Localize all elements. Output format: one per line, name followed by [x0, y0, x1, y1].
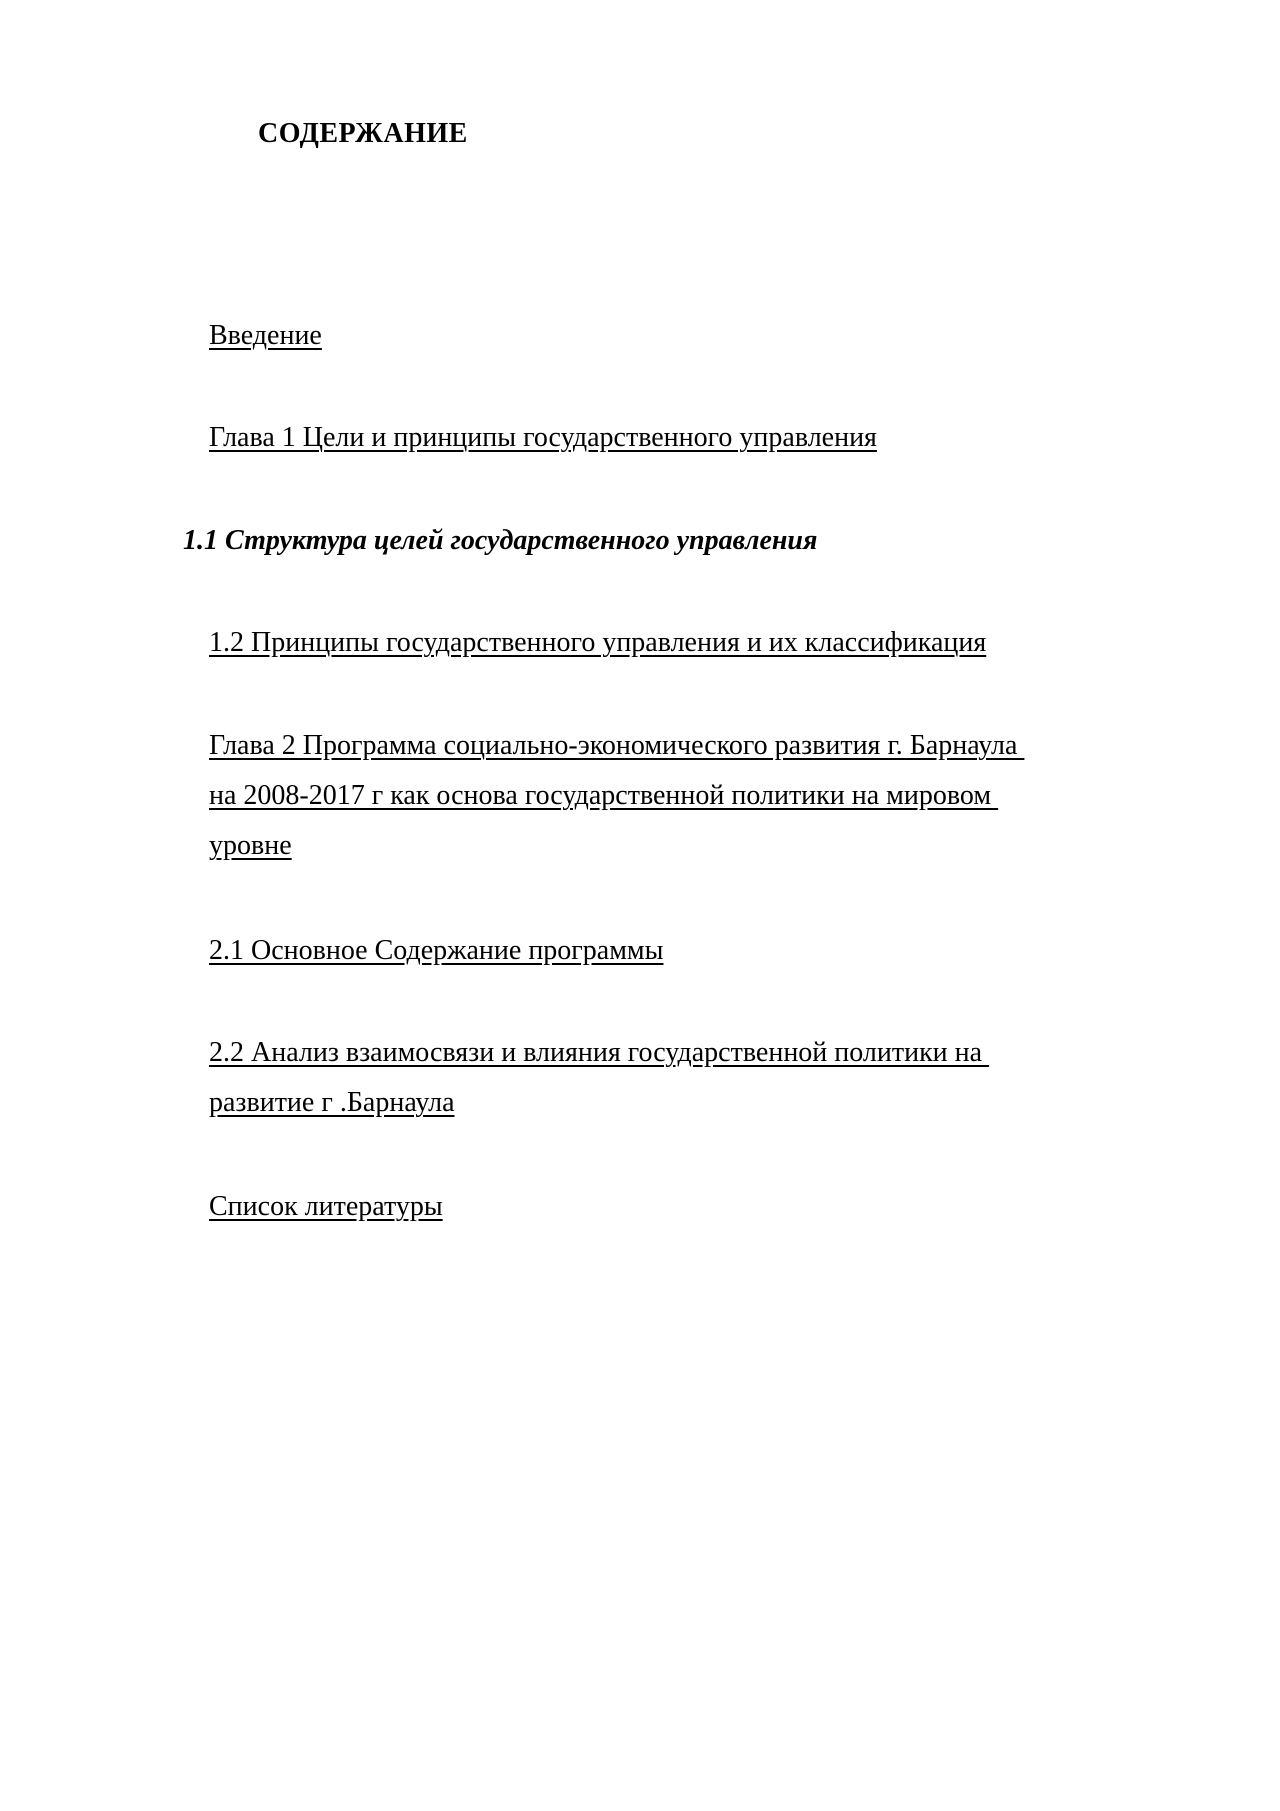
toc-item-chapter-1[interactable]: Глава 1 Цели и принципы государственного управления — [209, 422, 877, 453]
toc-item-section-2-2-line-2[interactable]: развитие г .Барнаула — [209, 1087, 455, 1118]
toc-item-references[interactable]: Список литературы — [209, 1191, 443, 1222]
toc-item-chapter-2-line-1[interactable]: Глава 2 Программа социально-экономического развития г. Барнаула — [209, 730, 1025, 761]
page-title: СОДЕРЖАНИЕ — [258, 118, 468, 149]
toc-item-section-1-2[interactable]: 1.2 Принципы государственного управления и их классификация — [209, 627, 987, 658]
toc-item-section-2-1[interactable]: 2.1 Основное Содержание программы — [209, 935, 664, 966]
toc-item-chapter-2[interactable] — [209, 721, 1109, 871]
toc-item-section-2-2[interactable] — [209, 1028, 1109, 1128]
toc-item-chapter-2-line-2[interactable]: на 2008-2017 г как основа государственной политики на мировом — [209, 780, 999, 811]
toc-item-section-1-1[interactable]: 1.1 Структура целей государственного управления — [183, 525, 818, 556]
toc-item-introduction[interactable]: Введение — [209, 320, 322, 351]
toc-item-chapter-2-line-3[interactable]: уровне — [209, 830, 292, 861]
toc-item-section-2-2-line-1[interactable]: 2.2 Анализ взаимосвязи и влияния государственной политики на — [209, 1037, 990, 1068]
